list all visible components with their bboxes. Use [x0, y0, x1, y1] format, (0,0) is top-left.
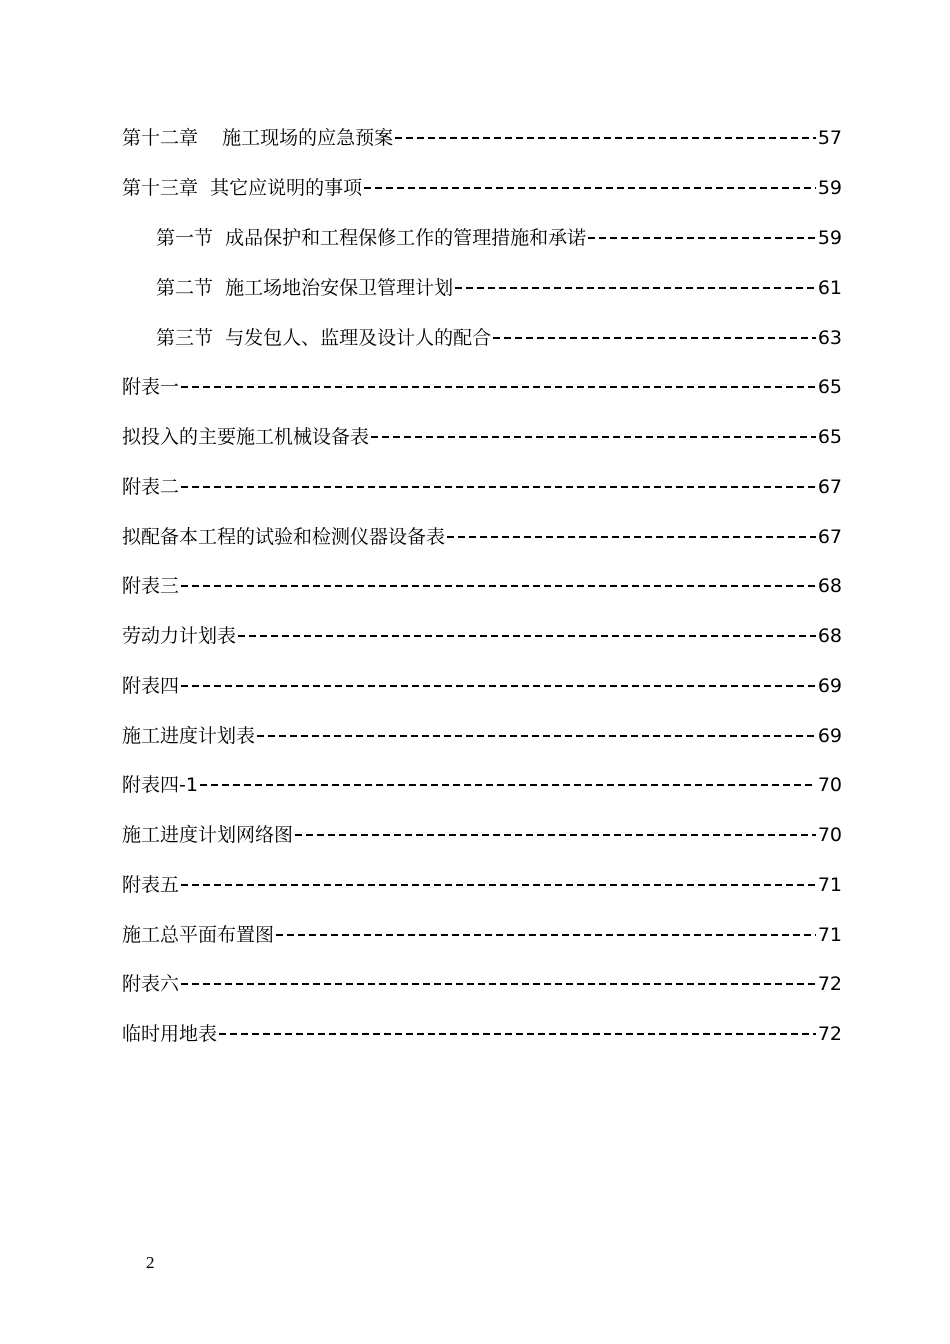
toc-dot-leader — [181, 685, 816, 687]
toc-entry-label: 施工进度计划表 — [122, 725, 256, 747]
toc-dot-leader — [395, 137, 816, 139]
toc-dot-leader — [219, 1033, 816, 1035]
toc-dot-leader — [588, 237, 816, 239]
toc-entry-labor-plan[interactable] — [122, 621, 842, 651]
toc-entry-page: 57 — [817, 127, 842, 149]
toc-entry-label: 附表五 — [122, 874, 180, 896]
toc-entry-page: 59 — [817, 177, 842, 199]
toc-entry-page: 72 — [817, 1023, 842, 1045]
toc-entry-appendix-2[interactable] — [122, 472, 842, 502]
toc-entry-chapter-13[interactable] — [122, 173, 842, 203]
toc-dot-leader — [371, 436, 816, 438]
toc-entry-page: 72 — [817, 973, 842, 995]
toc-entry-page: 71 — [817, 924, 842, 946]
toc-entry-page: 61 — [817, 277, 842, 299]
toc-entry-section-1[interactable] — [156, 223, 842, 253]
toc-entry-label: 附表一 — [122, 376, 180, 398]
toc-dot-leader — [181, 983, 816, 985]
toc-dot-leader — [295, 834, 816, 836]
toc-entry-appendix-4[interactable] — [122, 671, 842, 701]
toc-entry-section-3[interactable] — [156, 323, 842, 353]
toc-entry-label: 第三节 与发包人、监理及设计人的配合 — [156, 327, 492, 349]
toc-entry-page: 67 — [817, 476, 842, 498]
toc-dot-leader — [181, 884, 816, 886]
toc-dot-leader — [200, 784, 816, 786]
toc-entry-page: 68 — [817, 575, 842, 597]
toc-entry-network-diagram[interactable] — [122, 820, 842, 850]
toc-entry-instrument-table[interactable] — [122, 522, 842, 552]
toc-entry-appendix-3[interactable] — [122, 571, 842, 601]
toc-entry-appendix-6[interactable] — [122, 969, 842, 999]
toc-entry-page: 69 — [817, 675, 842, 697]
toc-entry-label: 临时用地表 — [122, 1023, 218, 1045]
toc-entry-page: 65 — [817, 376, 842, 398]
toc-entry-label: 施工总平面布置图 — [122, 924, 275, 946]
toc-entry-section-2[interactable] — [156, 273, 842, 303]
toc-entry-page: 70 — [817, 824, 842, 846]
toc-entry-temporary-land[interactable] — [122, 1019, 842, 1049]
toc-dot-leader — [181, 386, 816, 388]
toc-entry-label: 附表二 — [122, 476, 180, 498]
toc-entry-label: 附表三 — [122, 575, 180, 597]
toc-entry-label: 拟配备本工程的试验和检测仪器设备表 — [122, 526, 446, 548]
toc-dot-leader — [447, 536, 816, 538]
toc-entry-appendix-4-1[interactable] — [122, 770, 842, 800]
toc-entry-page: 70 — [817, 774, 842, 796]
toc-dot-leader — [257, 735, 816, 737]
toc-dot-leader — [238, 635, 816, 637]
toc-entry-label: 施工进度计划网络图 — [122, 824, 294, 846]
toc-entry-appendix-5[interactable] — [122, 870, 842, 900]
toc-entry-page: 67 — [817, 526, 842, 548]
toc-entry-label: 附表四-1 — [122, 774, 198, 796]
toc-dot-leader — [455, 287, 816, 289]
toc-entry-page: 71 — [817, 874, 842, 896]
toc-dot-leader — [181, 585, 816, 587]
toc-entry-page: 59 — [817, 227, 842, 249]
toc-entry-page: 63 — [817, 327, 842, 349]
toc-entry-schedule-table[interactable] — [122, 721, 842, 751]
toc-entry-page: 69 — [817, 725, 842, 747]
toc-dot-leader — [493, 337, 816, 339]
toc-entry-site-layout[interactable] — [122, 920, 842, 950]
page-number: 2 — [146, 1253, 155, 1272]
toc-entry-label: 附表四 — [122, 675, 180, 697]
toc-entry-label: 附表六 — [122, 973, 180, 995]
toc-entry-label: 第十三章 其它应说明的事项 — [122, 177, 363, 199]
toc-entry-chapter-12[interactable] — [122, 123, 842, 153]
toc-dot-leader — [364, 187, 816, 189]
toc-entry-label: 第一节 成品保护和工程保修工作的管理措施和承诺 — [156, 227, 587, 249]
toc-dot-leader — [276, 934, 816, 936]
toc-entry-appendix-1[interactable] — [122, 372, 842, 402]
toc-entry-label: 第二节 施工场地治安保卫管理计划 — [156, 277, 454, 299]
toc-entry-page: 65 — [817, 426, 842, 448]
toc-entry-page: 68 — [817, 625, 842, 647]
toc-entry-label: 第十二章 施工现场的应急预案 — [122, 127, 394, 149]
toc-entry-label: 劳动力计划表 — [122, 625, 237, 647]
toc-entry-label: 拟投入的主要施工机械设备表 — [122, 426, 370, 448]
toc-entry-machinery-table[interactable] — [122, 422, 842, 452]
toc-dot-leader — [181, 486, 816, 488]
